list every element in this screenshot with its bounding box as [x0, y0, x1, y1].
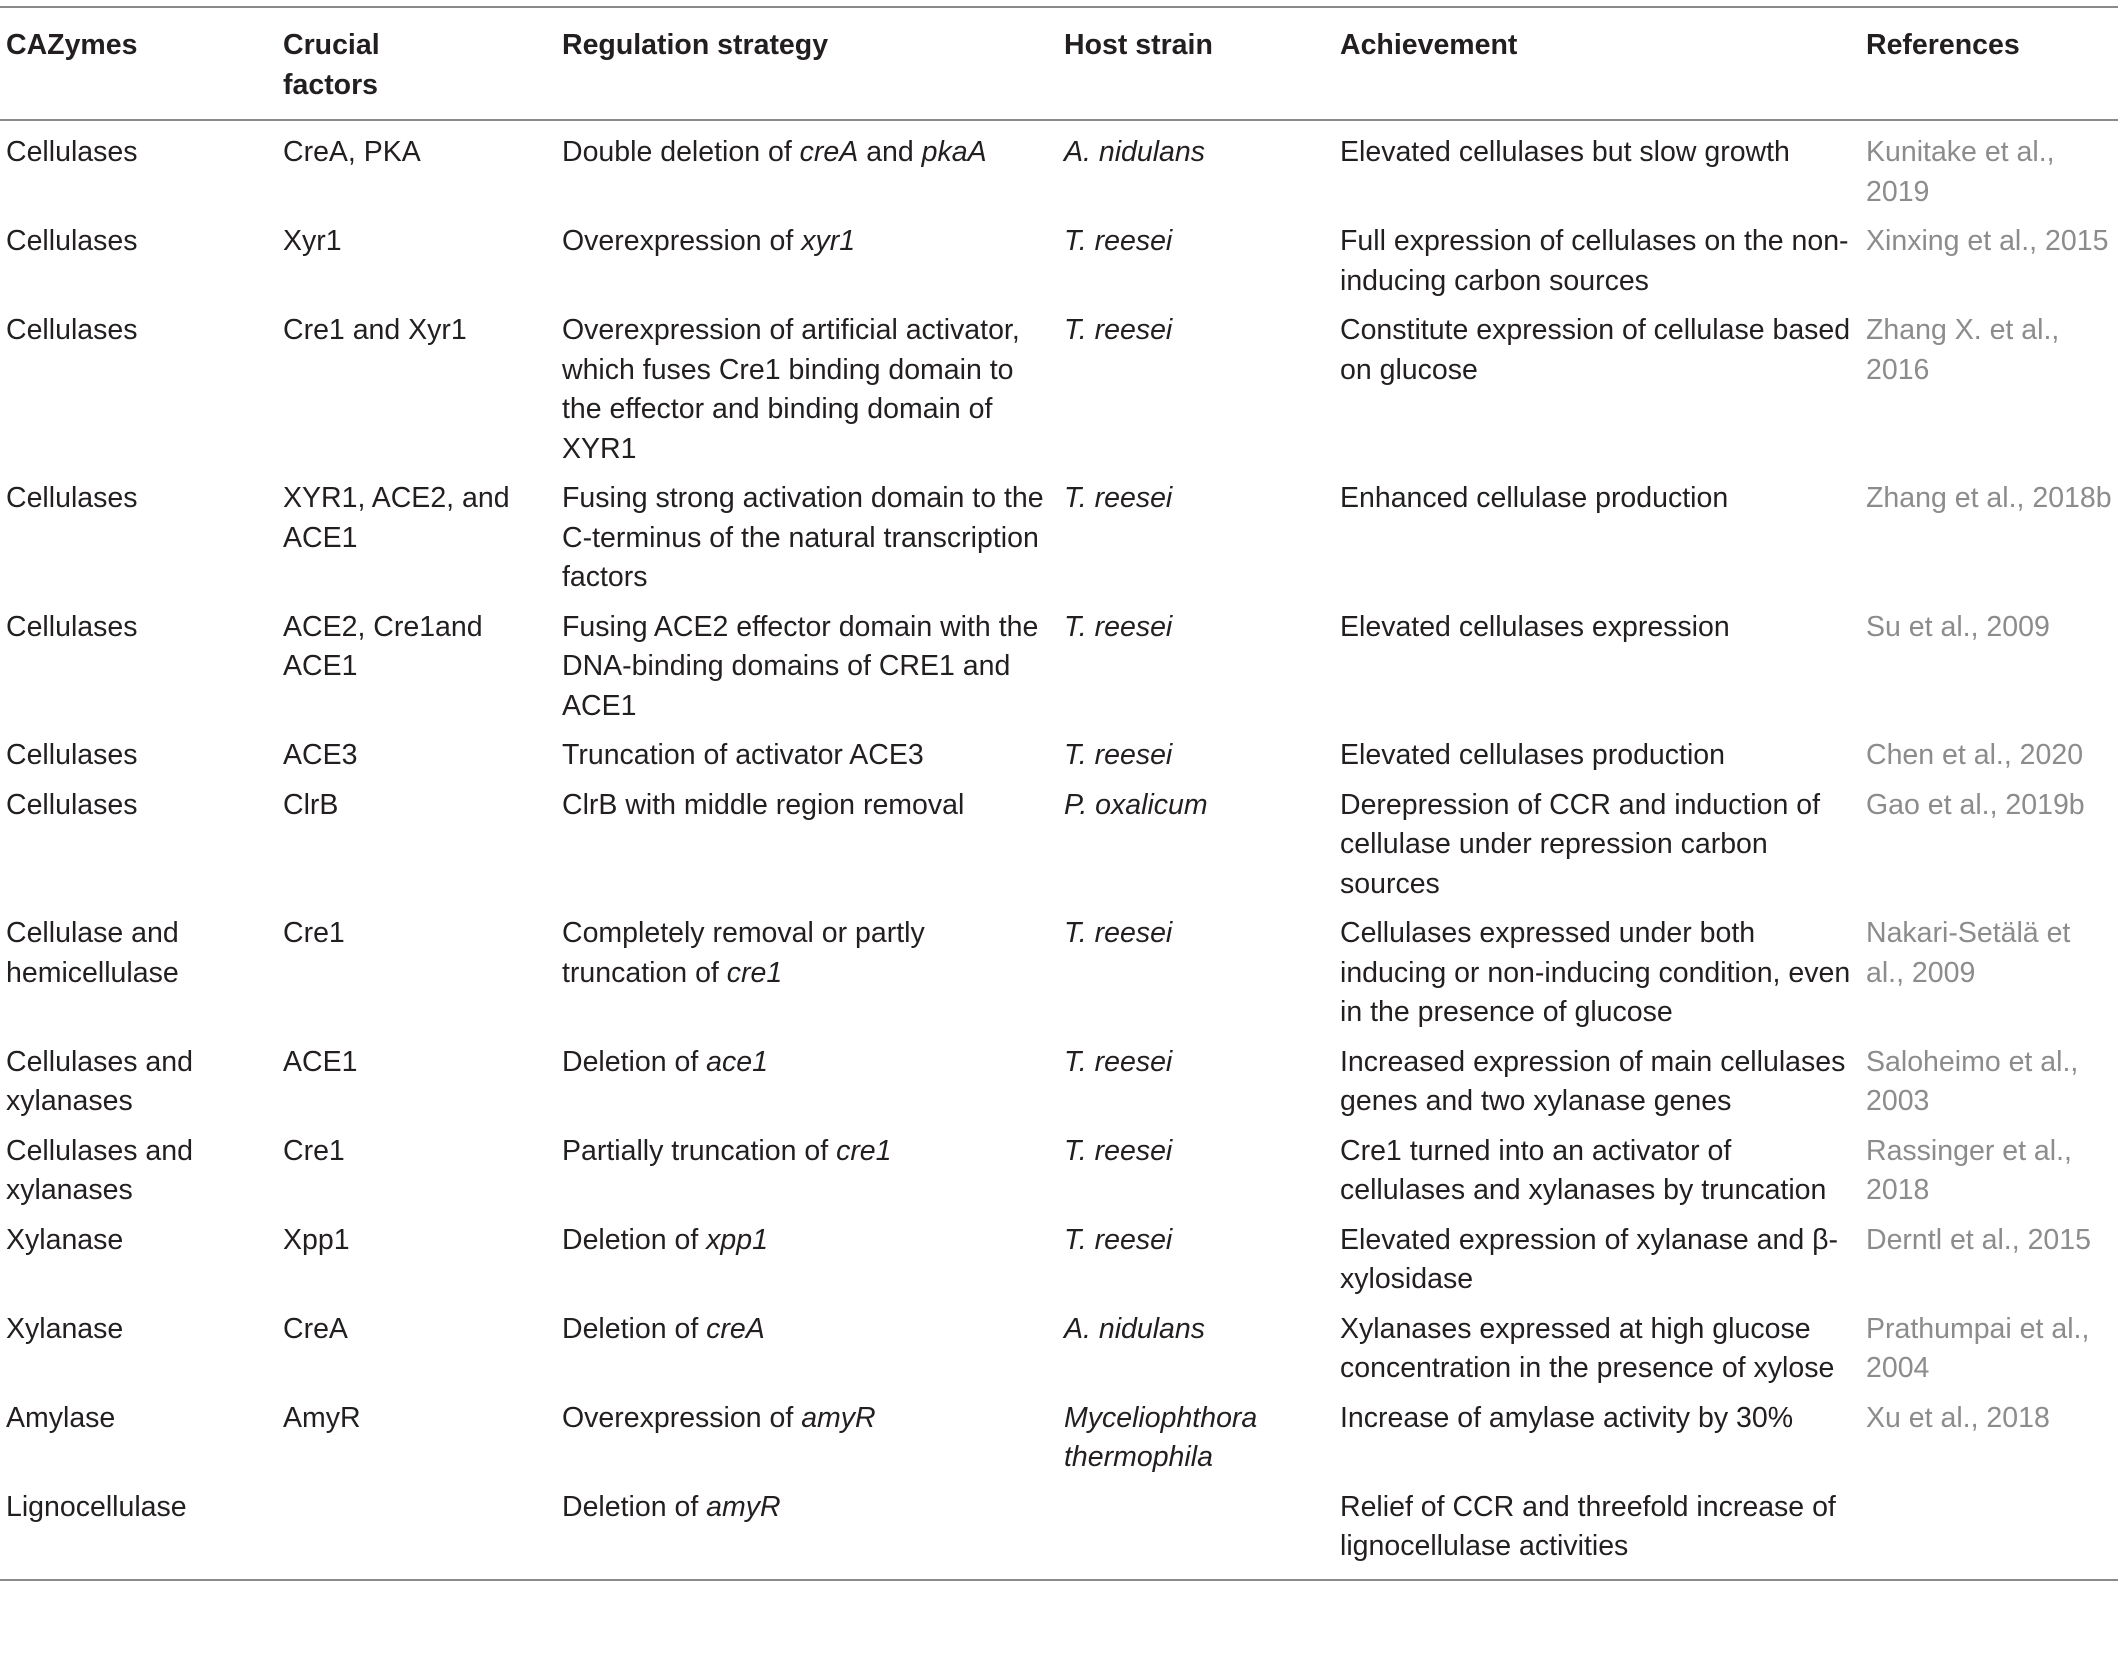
cell-regulation-strategy — [556, 309, 1058, 477]
cell-crucial-factors: CreA, PKA — [283, 136, 421, 168]
header-crucial-factors-label: Crucial factors — [283, 29, 380, 101]
cell-reference: Saloheimo et al., 2003 — [1866, 1045, 2079, 1117]
cell-regulation-strategy — [556, 734, 1058, 784]
cell-crucial-factors: Cre1 and Xyr1 — [283, 314, 467, 346]
table-row — [0, 220, 2118, 309]
cell-cazymes: Cellulases — [6, 788, 138, 821]
cell-crucial-factors: Cre1 — [283, 1134, 345, 1167]
cell-cazymes: Cellulases — [6, 225, 138, 257]
strategy-text: Completely removal or partly truncation of — [562, 917, 925, 989]
cell-reference — [1860, 1486, 2118, 1580]
cell-achievement: Cre1 turned into an activator of cellulases and xylanases by truncation — [1340, 1134, 1827, 1206]
strategy-text: and — [858, 136, 922, 168]
cell-cazymes: Cellulases and xylanases — [6, 1134, 193, 1206]
cell-regulation-strategy — [556, 120, 1058, 220]
table-header — [0, 7, 2118, 120]
cell-achievement: Full expression of cellulases on the non-inducing carbon sources — [1340, 225, 1849, 297]
cell-regulation-strategy — [556, 784, 1058, 913]
cell-host-strain: T. reesei — [1064, 314, 1173, 346]
table-row — [0, 606, 2118, 735]
table-row — [0, 120, 2118, 220]
gene-name: pkaA — [921, 136, 987, 168]
table-row — [0, 912, 2118, 1041]
cell-crucial-factors — [277, 1486, 556, 1580]
table-row — [0, 784, 2118, 913]
cell-host-strain: P. oxalicum — [1064, 788, 1208, 821]
cell-reference: Zhang X. et al., 2016 — [1866, 314, 2060, 386]
gene-name: creA — [799, 136, 859, 168]
cell-achievement: Cellulases expressed under both inducing or non-inducing condition, even in the presence of glucose — [1340, 917, 1851, 1028]
cazymes-regulation-table — [0, 6, 2118, 1581]
cell-regulation-strategy — [556, 1397, 1058, 1486]
cell-reference: Zhang et al., 2018b — [1866, 482, 2112, 514]
cell-host-strain: T. reesei — [1064, 1134, 1173, 1167]
table-row — [0, 309, 2118, 477]
cell-host-strain — [1058, 1486, 1334, 1580]
cell-cazymes: Lignocellulase — [6, 1490, 187, 1523]
cell-host-strain: T. reesei — [1064, 739, 1173, 771]
cell-host-strain: T. reesei — [1064, 917, 1173, 949]
cell-cazymes: Cellulases — [6, 482, 138, 514]
gene-name: cre1 — [726, 956, 783, 989]
cell-host-strain: T. reesei — [1064, 225, 1173, 257]
strategy-text: Deletion of — [562, 1312, 707, 1345]
strategy-text: Double deletion of — [562, 136, 800, 168]
table-body — [0, 120, 2118, 1580]
cell-achievement: Enhanced cellulase production — [1340, 482, 1729, 514]
gene-name: amyR — [706, 1490, 781, 1523]
strategy-text: Overexpression of artificial activator, which fuses Cre1 binding domain to the effector and binding domain of XYR1 — [562, 314, 1020, 465]
cell-regulation-strategy — [556, 606, 1058, 735]
cell-cazymes: Cellulase and hemicellulase — [6, 917, 179, 989]
cell-cazymes: Cellulases and xylanases — [6, 1045, 193, 1117]
cell-cazymes: Cellulases — [6, 610, 138, 643]
cell-regulation-strategy — [556, 1486, 1058, 1580]
cell-cazymes: Amylase — [6, 1401, 116, 1434]
header-crucial-factors — [277, 7, 556, 120]
cell-regulation-strategy — [556, 477, 1058, 606]
header-row — [0, 7, 2118, 120]
cell-reference: Chen et al., 2020 — [1866, 739, 2084, 771]
cell-achievement: Xylanases expressed at high glucose concentration in the presence of xylose — [1340, 1312, 1835, 1384]
cell-crucial-factors: Xpp1 — [283, 1223, 350, 1256]
cell-regulation-strategy — [556, 912, 1058, 1041]
cell-achievement: Elevated cellulases production — [1340, 739, 1725, 771]
cell-regulation-strategy — [556, 1219, 1058, 1308]
strategy-text: Deletion of — [562, 1490, 707, 1523]
table-row — [0, 1397, 2118, 1486]
gene-name: creA — [706, 1312, 765, 1345]
cell-host-strain: Myceliophthora thermophila — [1064, 1401, 1258, 1473]
cell-achievement: Elevated cellulases expression — [1340, 610, 1730, 643]
gene-name: xyr1 — [801, 225, 856, 257]
cell-reference: Xinxing et al., 2015 — [1866, 225, 2109, 257]
cell-reference: Kunitake et al., 2019 — [1866, 136, 2055, 208]
cell-achievement: Elevated expression of xylanase and β-xylosidase — [1340, 1223, 1839, 1295]
table-row — [0, 1130, 2118, 1219]
cell-reference: Xu et al., 2018 — [1866, 1401, 2050, 1434]
strategy-text: Fusing ACE2 effector domain with the DNA-binding domains of CRE1 and ACE1 — [562, 610, 1039, 722]
cell-crucial-factors: ACE2, Cre1and ACE1 — [283, 610, 483, 682]
cell-reference: Gao et al., 2019b — [1866, 788, 2085, 821]
header-regulation-strategy: Regulation strategy — [562, 29, 829, 61]
cell-regulation-strategy — [556, 1308, 1058, 1397]
cell-host-strain: T. reesei — [1064, 610, 1173, 643]
table-row — [0, 1486, 2118, 1580]
cell-reference: Derntl et al., 2015 — [1866, 1223, 2091, 1256]
cell-achievement: Derepression of CCR and induction of cellulase under repression carbon sources — [1340, 788, 1821, 900]
cell-host-strain: A. nidulans — [1064, 1312, 1206, 1345]
gene-name: xpp1 — [706, 1223, 768, 1256]
cell-regulation-strategy — [556, 1130, 1058, 1219]
cell-crucial-factors: CreA — [283, 1312, 348, 1345]
gene-name: amyR — [801, 1401, 876, 1434]
cell-crucial-factors: Cre1 — [283, 917, 345, 949]
table-row — [0, 1219, 2118, 1308]
cell-host-strain: T. reesei — [1064, 1223, 1173, 1256]
strategy-text: Partially truncation of — [562, 1134, 837, 1167]
cell-cazymes: Cellulases — [6, 739, 138, 771]
cell-regulation-strategy — [556, 1041, 1058, 1130]
cell-reference: Su et al., 2009 — [1866, 610, 2050, 643]
table-row — [0, 477, 2118, 606]
header-cazymes: CAZymes — [6, 29, 138, 61]
strategy-text: Deletion of — [562, 1223, 707, 1256]
cell-reference: Rassinger et al., 2018 — [1866, 1134, 2072, 1206]
gene-name: cre1 — [836, 1134, 892, 1167]
cell-cazymes: Cellulases — [6, 136, 138, 168]
cell-cazymes: Xylanase — [6, 1312, 124, 1345]
cell-reference: Prathumpai et al., 2004 — [1866, 1312, 2090, 1384]
cell-host-strain: T. reesei — [1064, 482, 1173, 514]
cell-crucial-factors: XYR1, ACE2, and ACE1 — [283, 482, 510, 554]
gene-name: ace1 — [706, 1045, 768, 1078]
strategy-text: Fusing strong activation domain to the C-terminus of the natural transcription factors — [562, 482, 1044, 593]
header-references: References — [1866, 29, 2020, 61]
cell-crucial-factors: AmyR — [283, 1401, 361, 1434]
cell-crucial-factors: Xyr1 — [283, 225, 342, 257]
cell-regulation-strategy — [556, 220, 1058, 309]
cell-achievement: Relief of CCR and threefold increase of lignocellulase activities — [1340, 1490, 1836, 1562]
strategy-text: Truncation of activator ACE3 — [562, 739, 924, 771]
header-achievement: Achievement — [1340, 29, 1518, 61]
strategy-text: Overexpression of — [562, 225, 802, 257]
strategy-text: ClrB with middle region removal — [562, 788, 965, 821]
table-row — [0, 734, 2118, 784]
cell-achievement: Increase of amylase activity by 30% — [1340, 1401, 1794, 1434]
table-row — [0, 1308, 2118, 1397]
cell-achievement: Elevated cellulases but slow growth — [1340, 136, 1790, 168]
cell-achievement: Increased expression of main cellulases genes and two xylanase genes — [1340, 1045, 1846, 1117]
cell-crucial-factors: ACE1 — [283, 1045, 358, 1078]
cell-cazymes: Xylanase — [6, 1223, 124, 1256]
cell-reference: Nakari-Setälä et al., 2009 — [1866, 917, 2071, 989]
cell-host-strain: T. reesei — [1064, 1045, 1173, 1078]
table-row — [0, 1041, 2118, 1130]
cell-achievement: Constitute expression of cellulase based on glucose — [1340, 314, 1851, 386]
strategy-text: Deletion of — [562, 1045, 707, 1078]
header-host-strain: Host strain — [1064, 29, 1213, 61]
cell-crucial-factors: ACE3 — [283, 739, 358, 771]
cell-crucial-factors: ClrB — [283, 788, 339, 821]
cell-host-strain: A. nidulans — [1064, 136, 1206, 168]
strategy-text: Overexpression of — [562, 1401, 802, 1434]
cell-cazymes: Cellulases — [6, 314, 138, 346]
